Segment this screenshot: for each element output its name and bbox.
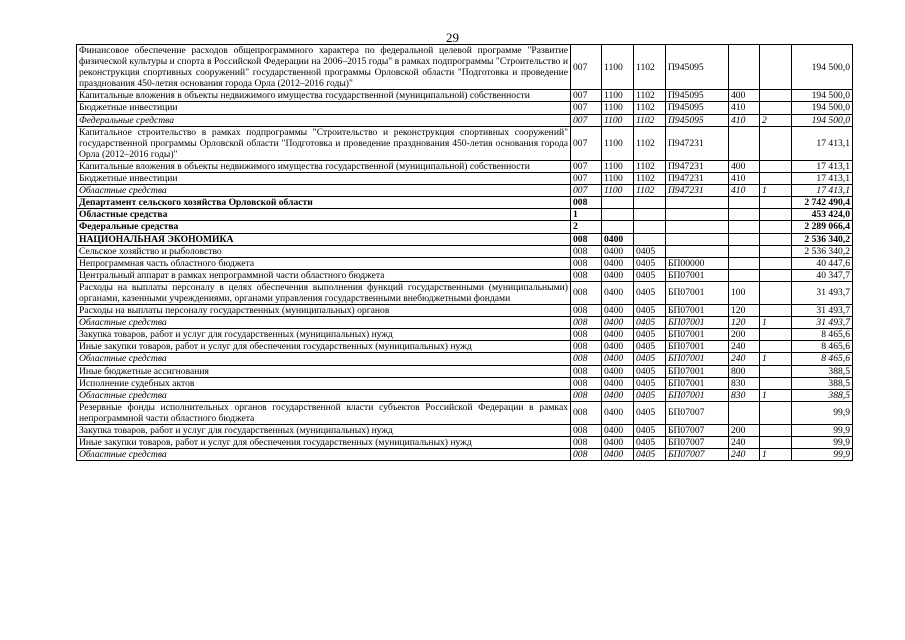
expense-type-code: 240 xyxy=(729,437,760,449)
target-article-code xyxy=(666,197,729,209)
row-name: НАЦИОНАЛЬНАЯ ЭКОНОМИКА xyxy=(77,233,571,245)
vedomstvo-code: 008 xyxy=(571,341,602,353)
podrazdel-code: 0405 xyxy=(634,257,666,269)
funding-source-code xyxy=(760,245,792,257)
table-row xyxy=(77,257,853,269)
expense-type-code: 800 xyxy=(729,365,760,377)
funding-source-code xyxy=(760,401,792,424)
target-article-code: П945095 xyxy=(666,102,729,114)
expense-type-code: 830 xyxy=(729,389,760,401)
podrazdel-code: 1102 xyxy=(634,126,666,160)
vedomstvo-code: 2 xyxy=(571,221,602,233)
funding-source-code xyxy=(760,281,792,304)
podrazdel-code xyxy=(634,209,666,221)
table-row xyxy=(77,185,853,197)
target-article-code xyxy=(666,233,729,245)
podrazdel-code xyxy=(634,221,666,233)
expense-type-code: 400 xyxy=(729,160,760,172)
target-article-code: БП00000 xyxy=(666,257,729,269)
table-row xyxy=(77,281,853,304)
row-name: Департамент сельского хозяйства Орловской области xyxy=(77,197,571,209)
amount: 31 493,7 xyxy=(792,305,853,317)
row-name: Расходы на выплаты персоналу в целях обеспечения выполнения функций государственными (муниципальными) органами, казенными учреждениями, органами управления государственными внебюджетными фондами xyxy=(77,281,571,304)
expense-type-code: 410 xyxy=(729,185,760,197)
row-name: Иные бюджетные ассигнования xyxy=(77,365,571,377)
target-article-code: П945095 xyxy=(666,90,729,102)
table-row xyxy=(77,449,853,461)
funding-source-code xyxy=(760,221,792,233)
funding-source-code xyxy=(760,269,792,281)
razdel-code: 0400 xyxy=(602,281,634,304)
table-row xyxy=(77,114,853,126)
row-name: Капитальные вложения в объекты недвижимого имущества государственной (муниципальной) собственности xyxy=(77,160,571,172)
vedomstvo-code: 008 xyxy=(571,281,602,304)
row-name: Капитальное строительство в рамках подпрограммы "Строительство и реконструкция спортивных сооружений" государственной программы Орловской области "Подготовка и проведение празднования 450-летия основания города Орла (2012–2016 годы)" xyxy=(77,126,571,160)
razdel-code: 0400 xyxy=(602,353,634,365)
razdel-code xyxy=(602,221,634,233)
row-name: Иные закупки товаров, работ и услуг для обеспечения государственных (муниципальных) нужд xyxy=(77,341,571,353)
table-row xyxy=(77,90,853,102)
vedomstvo-code: 008 xyxy=(571,233,602,245)
table-row xyxy=(77,389,853,401)
podrazdel-code: 0405 xyxy=(634,329,666,341)
expense-type-code xyxy=(729,269,760,281)
target-article-code: П947231 xyxy=(666,173,729,185)
funding-source-code xyxy=(760,197,792,209)
funding-source-code: 1 xyxy=(760,185,792,197)
funding-source-code xyxy=(760,233,792,245)
expense-type-code: 410 xyxy=(729,173,760,185)
razdel-code: 1100 xyxy=(602,185,634,197)
target-article-code: П947231 xyxy=(666,185,729,197)
vedomstvo-code: 007 xyxy=(571,90,602,102)
razdel-code: 0400 xyxy=(602,269,634,281)
target-article-code xyxy=(666,209,729,221)
vedomstvo-code: 008 xyxy=(571,437,602,449)
expense-type-code xyxy=(729,401,760,424)
amount: 194 500,0 xyxy=(792,90,853,102)
funding-source-code xyxy=(760,341,792,353)
table-row xyxy=(77,425,853,437)
row-name: Областные средства xyxy=(77,389,571,401)
table-row xyxy=(77,197,853,209)
row-name: Областные средства xyxy=(77,185,571,197)
budget-table xyxy=(76,44,853,461)
expense-type-code xyxy=(729,257,760,269)
table-row xyxy=(77,341,853,353)
amount: 388,5 xyxy=(792,365,853,377)
razdel-code: 0400 xyxy=(602,317,634,329)
podrazdel-code: 1102 xyxy=(634,45,666,90)
vedomstvo-code: 008 xyxy=(571,365,602,377)
expense-type-code: 120 xyxy=(729,305,760,317)
table-row xyxy=(77,245,853,257)
amount: 31 493,7 xyxy=(792,281,853,304)
row-name: Непрограммная часть областного бюджета xyxy=(77,257,571,269)
expense-type-code: 410 xyxy=(729,114,760,126)
table-row xyxy=(77,126,853,160)
amount: 2 536 340,2 xyxy=(792,233,853,245)
row-name: Областные средства xyxy=(77,353,571,365)
funding-source-code xyxy=(760,329,792,341)
table-row xyxy=(77,437,853,449)
row-name: Областные средства xyxy=(77,209,571,221)
amount: 388,5 xyxy=(792,377,853,389)
vedomstvo-code: 007 xyxy=(571,160,602,172)
target-article-code: БП07001 xyxy=(666,353,729,365)
amount: 17 413,1 xyxy=(792,185,853,197)
razdel-code: 0400 xyxy=(602,329,634,341)
amount: 99,9 xyxy=(792,401,853,424)
funding-source-code xyxy=(760,365,792,377)
razdel-code: 0400 xyxy=(602,401,634,424)
funding-source-code: 2 xyxy=(760,114,792,126)
podrazdel-code: 0405 xyxy=(634,365,666,377)
podrazdel-code: 0405 xyxy=(634,377,666,389)
table-row xyxy=(77,209,853,221)
vedomstvo-code: 008 xyxy=(571,317,602,329)
amount: 40 447,6 xyxy=(792,257,853,269)
row-name: Закупка товаров, работ и услуг для государственных (муниципальных) нужд xyxy=(77,425,571,437)
row-name: Исполнение судебных актов xyxy=(77,377,571,389)
table-row xyxy=(77,329,853,341)
row-name: Областные средства xyxy=(77,449,571,461)
expense-type-code: 240 xyxy=(729,449,760,461)
table-row xyxy=(77,365,853,377)
expense-type-code xyxy=(729,197,760,209)
amount: 99,9 xyxy=(792,449,853,461)
amount: 2 289 066,4 xyxy=(792,221,853,233)
funding-source-code xyxy=(760,209,792,221)
target-article-code: П945095 xyxy=(666,114,729,126)
razdel-code xyxy=(602,209,634,221)
vedomstvo-code: 007 xyxy=(571,102,602,114)
razdel-code: 1100 xyxy=(602,126,634,160)
table-row xyxy=(77,102,853,114)
table-row xyxy=(77,269,853,281)
podrazdel-code: 0405 xyxy=(634,245,666,257)
vedomstvo-code: 008 xyxy=(571,425,602,437)
vedomstvo-code: 007 xyxy=(571,185,602,197)
vedomstvo-code: 007 xyxy=(571,45,602,90)
target-article-code xyxy=(666,245,729,257)
podrazdel-code: 0405 xyxy=(634,269,666,281)
razdel-code: 1100 xyxy=(602,45,634,90)
razdel-code: 1100 xyxy=(602,160,634,172)
razdel-code: 0400 xyxy=(602,389,634,401)
target-article-code: БП07007 xyxy=(666,401,729,424)
row-name: Резервные фонды исполнительных органов государственной власти субъектов Российской Федерации в рамках непрограммной части областного бюджета xyxy=(77,401,571,424)
expense-type-code: 240 xyxy=(729,353,760,365)
expense-type-code xyxy=(729,126,760,160)
target-article-code: БП07001 xyxy=(666,365,729,377)
podrazdel-code: 0405 xyxy=(634,281,666,304)
amount: 194 500,0 xyxy=(792,114,853,126)
razdel-code: 0400 xyxy=(602,365,634,377)
razdel-code: 1100 xyxy=(602,90,634,102)
target-article-code: П945095 xyxy=(666,45,729,90)
amount: 17 413,1 xyxy=(792,126,853,160)
row-name: Центральный аппарат в рамках непрограммной части областного бюджета xyxy=(77,269,571,281)
podrazdel-code: 0405 xyxy=(634,401,666,424)
podrazdel-code xyxy=(634,197,666,209)
target-article-code: БП07001 xyxy=(666,341,729,353)
target-article-code: БП07001 xyxy=(666,317,729,329)
expense-type-code: 240 xyxy=(729,341,760,353)
amount: 388,5 xyxy=(792,389,853,401)
funding-source-code xyxy=(760,45,792,90)
razdel-code xyxy=(602,197,634,209)
funding-source-code xyxy=(760,126,792,160)
amount: 453 424,0 xyxy=(792,209,853,221)
podrazdel-code: 1102 xyxy=(634,173,666,185)
funding-source-code xyxy=(760,90,792,102)
vedomstvo-code: 008 xyxy=(571,269,602,281)
podrazdel-code: 0405 xyxy=(634,353,666,365)
table-row xyxy=(77,45,853,90)
target-article-code: БП07001 xyxy=(666,329,729,341)
podrazdel-code: 0405 xyxy=(634,389,666,401)
target-article-code: БП07007 xyxy=(666,437,729,449)
row-name: Федеральные средства xyxy=(77,114,571,126)
row-name: Областные средства xyxy=(77,317,571,329)
razdel-code: 0400 xyxy=(602,449,634,461)
expense-type-code: 120 xyxy=(729,317,760,329)
amount: 8 465,6 xyxy=(792,329,853,341)
funding-source-code xyxy=(760,377,792,389)
amount: 17 413,1 xyxy=(792,160,853,172)
row-name: Закупка товаров, работ и услуг для государственных (муниципальных) нужд xyxy=(77,329,571,341)
podrazdel-code: 0405 xyxy=(634,341,666,353)
amount: 2 536 340,2 xyxy=(792,245,853,257)
podrazdel-code: 1102 xyxy=(634,185,666,197)
amount: 17 413,1 xyxy=(792,173,853,185)
table-row xyxy=(77,233,853,245)
budget-table-body xyxy=(77,45,853,461)
razdel-code: 1100 xyxy=(602,173,634,185)
expense-type-code: 200 xyxy=(729,425,760,437)
vedomstvo-code: 008 xyxy=(571,377,602,389)
expense-type-code: 200 xyxy=(729,329,760,341)
amount: 194 500,0 xyxy=(792,102,853,114)
vedomstvo-code: 008 xyxy=(571,401,602,424)
row-name: Федеральные средства xyxy=(77,221,571,233)
funding-source-code xyxy=(760,160,792,172)
funding-source-code xyxy=(760,425,792,437)
vedomstvo-code: 008 xyxy=(571,449,602,461)
funding-source-code: 1 xyxy=(760,389,792,401)
podrazdel-code xyxy=(634,233,666,245)
razdel-code: 0400 xyxy=(602,425,634,437)
target-article-code: БП07007 xyxy=(666,425,729,437)
razdel-code: 1100 xyxy=(602,114,634,126)
funding-source-code xyxy=(760,173,792,185)
target-article-code: БП07007 xyxy=(666,449,729,461)
amount: 8 465,6 xyxy=(792,341,853,353)
expense-type-code xyxy=(729,245,760,257)
vedomstvo-code: 007 xyxy=(571,126,602,160)
funding-source-code xyxy=(760,257,792,269)
amount: 99,9 xyxy=(792,437,853,449)
row-name: Иные закупки товаров, работ и услуг для обеспечения государственных (муниципальных) нужд xyxy=(77,437,571,449)
expense-type-code xyxy=(729,45,760,90)
page-number: 29 xyxy=(446,30,459,45)
podrazdel-code: 1102 xyxy=(634,114,666,126)
target-article-code: БП07001 xyxy=(666,377,729,389)
funding-source-code: 1 xyxy=(760,317,792,329)
amount: 194 500,0 xyxy=(792,45,853,90)
target-article-code: БП07001 xyxy=(666,305,729,317)
row-name: Капитальные вложения в объекты недвижимого имущества государственной (муниципальной) собственности xyxy=(77,90,571,102)
vedomstvo-code: 008 xyxy=(571,197,602,209)
table-row xyxy=(77,305,853,317)
vedomstvo-code: 008 xyxy=(571,353,602,365)
razdel-code: 0400 xyxy=(602,233,634,245)
vedomstvo-code: 007 xyxy=(571,114,602,126)
table-row xyxy=(77,221,853,233)
target-article-code: БП07001 xyxy=(666,269,729,281)
amount: 31 493,7 xyxy=(792,317,853,329)
amount: 8 465,6 xyxy=(792,353,853,365)
expense-type-code xyxy=(729,233,760,245)
vedomstvo-code: 008 xyxy=(571,305,602,317)
table-row xyxy=(77,353,853,365)
row-name: Бюджетные инвестиции xyxy=(77,102,571,114)
amount: 40 347,7 xyxy=(792,269,853,281)
vedomstvo-code: 1 xyxy=(571,209,602,221)
target-article-code: П947231 xyxy=(666,160,729,172)
podrazdel-code: 0405 xyxy=(634,317,666,329)
razdel-code: 0400 xyxy=(602,377,634,389)
podrazdel-code: 0405 xyxy=(634,305,666,317)
row-name: Бюджетные инвестиции xyxy=(77,173,571,185)
vedomstvo-code: 008 xyxy=(571,389,602,401)
table-row xyxy=(77,160,853,172)
target-article-code: БП07001 xyxy=(666,281,729,304)
vedomstvo-code: 008 xyxy=(571,329,602,341)
razdel-code: 0400 xyxy=(602,437,634,449)
amount: 99,9 xyxy=(792,425,853,437)
podrazdel-code: 0405 xyxy=(634,449,666,461)
podrazdel-code: 0405 xyxy=(634,425,666,437)
razdel-code: 0400 xyxy=(602,245,634,257)
podrazdel-code: 1102 xyxy=(634,160,666,172)
table-row xyxy=(77,377,853,389)
amount: 2 742 490,4 xyxy=(792,197,853,209)
expense-type-code: 830 xyxy=(729,377,760,389)
vedomstvo-code: 008 xyxy=(571,245,602,257)
podrazdel-code: 0405 xyxy=(634,437,666,449)
table-row xyxy=(77,317,853,329)
row-name: Финансовое обеспечение расходов общепрограммного характера по федеральной целевой программе "Развитие физической культуры и спорта в Российской Федерации на 2006–2015 годы" в рамках подпрограммы "Строительство и реконструкция спортивных сооружений" государственной программы Орловской области "Подготовка и проведение празднования 450-летия основания города Орла (2012–2016 годы)" xyxy=(77,45,571,90)
expense-type-code: 410 xyxy=(729,102,760,114)
row-name: Расходы на выплаты персоналу государственных (муниципальных) органов xyxy=(77,305,571,317)
razdel-code: 0400 xyxy=(602,341,634,353)
table-row xyxy=(77,173,853,185)
target-article-code: БП07001 xyxy=(666,389,729,401)
expense-type-code xyxy=(729,221,760,233)
target-article-code: П947231 xyxy=(666,126,729,160)
podrazdel-code: 1102 xyxy=(634,102,666,114)
funding-source-code: 1 xyxy=(760,449,792,461)
funding-source-code xyxy=(760,437,792,449)
razdel-code: 1100 xyxy=(602,102,634,114)
razdel-code: 0400 xyxy=(602,305,634,317)
podrazdel-code: 1102 xyxy=(634,90,666,102)
target-article-code xyxy=(666,221,729,233)
expense-type-code: 400 xyxy=(729,90,760,102)
vedomstvo-code: 007 xyxy=(571,173,602,185)
funding-source-code: 1 xyxy=(760,353,792,365)
table-row xyxy=(77,401,853,424)
razdel-code: 0400 xyxy=(602,257,634,269)
funding-source-code xyxy=(760,102,792,114)
vedomstvo-code: 008 xyxy=(571,257,602,269)
expense-type-code xyxy=(729,209,760,221)
expense-type-code: 100 xyxy=(729,281,760,304)
funding-source-code xyxy=(760,305,792,317)
row-name: Сельское хозяйство и рыболовство xyxy=(77,245,571,257)
